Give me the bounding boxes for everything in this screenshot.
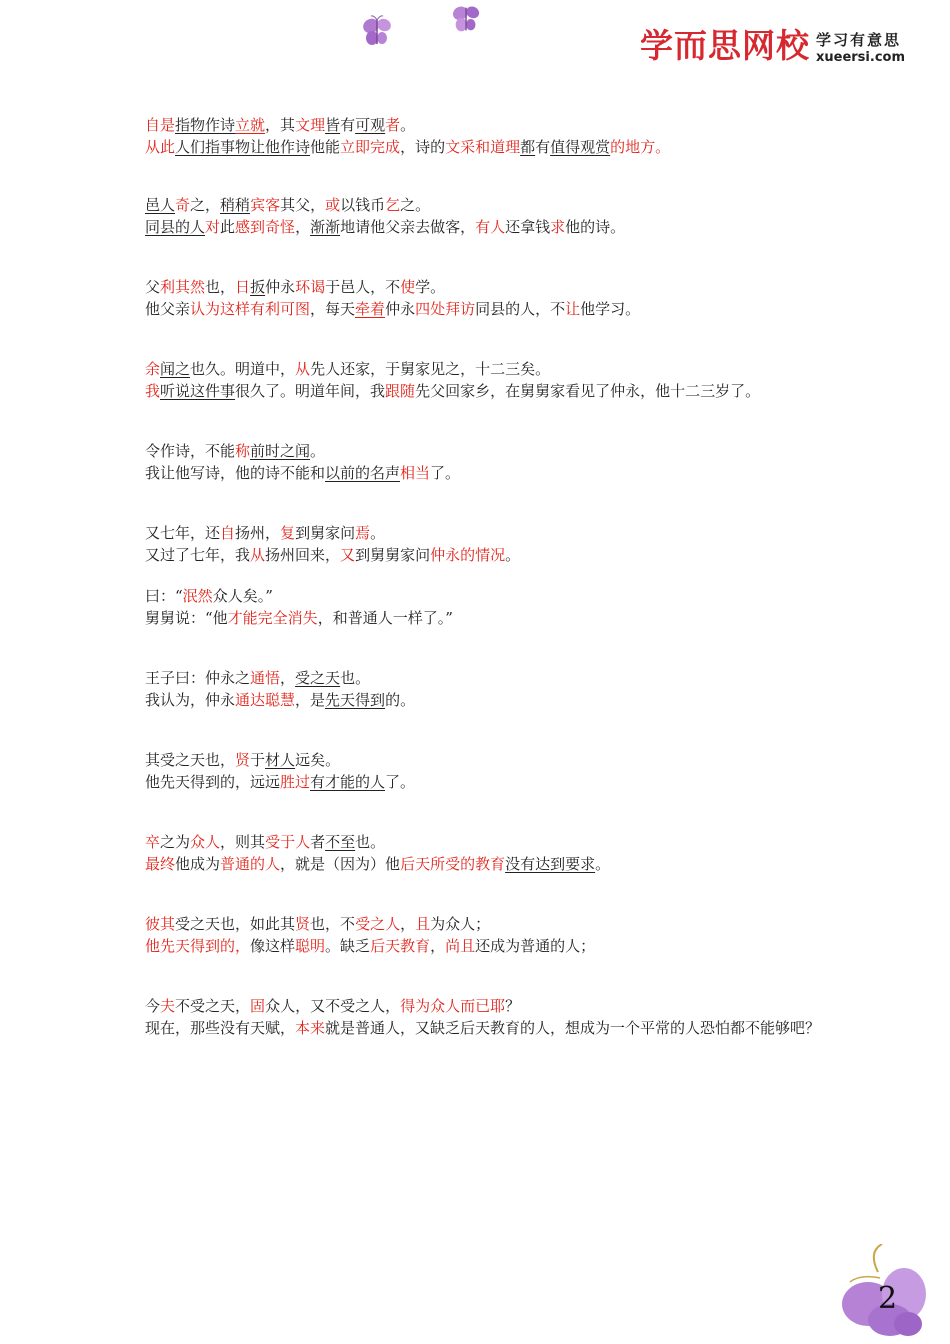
text-segment: 从此 xyxy=(145,138,176,156)
sentence-pair xyxy=(145,667,825,711)
text-segment: 也。 xyxy=(340,669,371,687)
text-segment: 渐渐 xyxy=(310,218,341,236)
text-segment: 曰：“ xyxy=(145,587,183,605)
text-segment: ， xyxy=(295,218,311,236)
original-sentence xyxy=(145,358,825,380)
original-sentence xyxy=(145,667,825,689)
text-segment: 又 xyxy=(340,546,356,564)
text-segment: 者 xyxy=(310,833,326,851)
text-segment: 也， xyxy=(205,278,236,296)
text-segment: 立就 xyxy=(235,116,266,134)
original-sentence xyxy=(145,194,825,216)
original-sentence xyxy=(145,114,825,136)
text-segment: 泯然 xyxy=(182,587,213,605)
text-segment: 也，不 xyxy=(310,915,356,933)
text-segment: 还拿钱 xyxy=(505,218,551,236)
sentence-pair xyxy=(145,913,825,957)
text-segment: 贤 xyxy=(235,751,251,769)
original-sentence xyxy=(145,995,825,1017)
text-segment: ，是 xyxy=(295,691,326,709)
text-segment: 仲永 xyxy=(385,300,416,318)
sentence-pair xyxy=(145,831,825,875)
original-sentence xyxy=(145,831,825,853)
text-segment: 才能完全消失 xyxy=(227,609,318,627)
sentence-pair xyxy=(145,995,825,1039)
text-segment: 听说这件事 xyxy=(160,382,236,400)
text-segment: 于邑人，不 xyxy=(325,278,401,296)
text-segment: 材人 xyxy=(265,751,296,769)
text-segment: 日 xyxy=(235,278,251,296)
text-segment: 父 xyxy=(145,278,161,296)
text-segment: ， xyxy=(430,937,446,955)
text-segment: 同县的人 xyxy=(145,218,206,236)
text-segment: 得为众人而已耶 xyxy=(400,997,506,1015)
text-segment: 就是普通人，又缺乏后天教育的人，想成为一个平常的人恐怕都不能够吧？ xyxy=(325,1019,821,1037)
text-segment: 牵着 xyxy=(355,300,386,318)
text-segment: 四处拜访 xyxy=(415,300,476,318)
text-segment: 前时之闻 xyxy=(250,442,311,460)
text-segment: 他父亲 xyxy=(145,300,191,318)
text-segment: 像这样 xyxy=(250,937,296,955)
text-segment: 之为 xyxy=(160,833,191,851)
text-segment: ， xyxy=(400,915,416,933)
text-segment: 文采和道理 xyxy=(445,138,521,156)
text-segment: 。 xyxy=(400,116,416,134)
text-segment: 自 xyxy=(220,524,236,542)
sentence-pair xyxy=(145,749,825,793)
text-segment: ，诗的 xyxy=(400,138,446,156)
text-segment: 人们指事物让他作诗 xyxy=(175,138,311,156)
text-segment: 又过了七年，我 xyxy=(145,546,251,564)
text-segment: 使 xyxy=(400,278,416,296)
translation-sentence xyxy=(145,462,825,484)
text-segment: 。 xyxy=(370,524,386,542)
text-segment: 此 xyxy=(220,218,236,236)
text-segment: 从 xyxy=(250,546,266,564)
translation-sentence xyxy=(145,544,825,566)
text-segment: 邑人 xyxy=(145,196,176,214)
text-segment: 其父， xyxy=(280,196,326,214)
text-segment: 聪明 xyxy=(295,937,326,955)
text-segment: 地请他父亲去做客， xyxy=(340,218,476,236)
text-segment: 他学习。 xyxy=(580,300,641,318)
text-segment: 他的诗。 xyxy=(565,218,626,236)
text-segment: 很久了。明道年间，我 xyxy=(235,382,386,400)
text-segment: 今 xyxy=(145,997,161,1015)
text-segment: ，和普通人一样了。” xyxy=(317,609,453,627)
logo-text: 学而思网校 xyxy=(640,26,810,65)
text-segment: 了。 xyxy=(430,464,461,482)
text-segment: 。缺乏 xyxy=(325,937,371,955)
text-segment: 的。 xyxy=(385,691,416,709)
text-segment: 让 xyxy=(565,300,581,318)
text-segment: 仲永 xyxy=(265,278,296,296)
page-number: 2 xyxy=(878,1281,898,1316)
original-sentence xyxy=(145,276,825,298)
text-segment: 扳 xyxy=(250,278,266,296)
text-segment: 众人矣。” xyxy=(212,587,273,605)
text-segment: 相当 xyxy=(400,464,431,482)
text-segment: 以钱币 xyxy=(340,196,386,214)
text-segment: 对 xyxy=(205,218,221,236)
text-segment: 或 xyxy=(325,196,341,214)
text-segment: 焉 xyxy=(355,524,371,542)
text-segment: 了。 xyxy=(385,773,416,791)
original-sentence xyxy=(145,749,825,771)
text-segment: 宾客 xyxy=(250,196,281,214)
sentence-pair xyxy=(145,522,825,566)
logo-side xyxy=(816,33,905,68)
translation-sentence xyxy=(145,689,825,711)
sentence-pair xyxy=(145,114,825,158)
text-segment: 环谒 xyxy=(295,278,326,296)
text-segment: 众人 xyxy=(190,833,221,851)
original-sentence xyxy=(145,585,825,607)
text-segment: 最终 xyxy=(145,855,176,873)
text-segment: 于 xyxy=(250,751,266,769)
text-segment: 仲永的情况 xyxy=(430,546,506,564)
text-segment: 有 xyxy=(340,116,356,134)
original-sentence xyxy=(145,440,825,462)
text-segment: ，就是（因为）他 xyxy=(280,855,401,873)
text-segment: 闻之 xyxy=(160,360,191,378)
text-segment: 后天教育 xyxy=(370,937,431,955)
text-segment: 通达聪慧 xyxy=(235,691,296,709)
sentence-pair xyxy=(145,194,825,238)
translation-sentence xyxy=(145,935,825,957)
logo-slogan: 学习有意思 xyxy=(816,31,902,49)
text-segment: 其受之天也， xyxy=(145,751,236,769)
text-segment: 舅舅说：“他 xyxy=(145,609,228,627)
text-segment: 且 xyxy=(415,915,431,933)
text-segment: 令作诗，不能 xyxy=(145,442,236,460)
text-segment: 扬州回来， xyxy=(265,546,341,564)
text-segment: 后天所受的教育 xyxy=(400,855,506,873)
text-segment: 他成为 xyxy=(175,855,221,873)
text-segment: 稍稍 xyxy=(220,196,251,214)
text-segment: 受之天 xyxy=(295,669,341,687)
text-segment: 文理 xyxy=(295,116,326,134)
text-segment: 复 xyxy=(280,524,296,542)
text-segment: 卒 xyxy=(145,833,161,851)
text-segment: 以前的名声 xyxy=(325,464,401,482)
text-segment: 立即完成 xyxy=(340,138,401,156)
text-segment: ，每天 xyxy=(310,300,356,318)
text-segment: 。 xyxy=(505,546,521,564)
text-segment: ？ xyxy=(505,997,521,1015)
text-segment: 我 xyxy=(145,382,161,400)
text-segment: 普通的人 xyxy=(220,855,281,873)
text-segment: 到舅舅家问 xyxy=(355,546,431,564)
text-segment: 之， xyxy=(190,196,221,214)
text-segment: 。 xyxy=(310,442,326,460)
text-segment: 奇 xyxy=(175,196,191,214)
sentence-pair xyxy=(145,440,825,484)
text-segment: 学。 xyxy=(415,278,446,296)
text-segment: 感到奇怪 xyxy=(235,218,296,236)
text-segment: 余 xyxy=(145,360,161,378)
text-segment: 有才能的人 xyxy=(310,773,386,791)
text-segment: 为众人； xyxy=(430,915,491,933)
text-segment: 不受之天， xyxy=(175,997,251,1015)
text-segment: 也。 xyxy=(355,833,386,851)
text-segment: 到舅家问 xyxy=(295,524,356,542)
text-segment: ，其 xyxy=(265,116,296,134)
logo-domain: xueersi.com xyxy=(816,50,906,65)
text-segment: 有 xyxy=(535,138,551,156)
text-segment: 王子曰：仲永之 xyxy=(145,669,251,687)
text-segment: 贤 xyxy=(295,915,311,933)
text-segment: 不至 xyxy=(325,833,356,851)
text-segment: 先天得到 xyxy=(325,691,386,709)
translation-content xyxy=(145,114,825,1039)
text-segment: 乞 xyxy=(385,196,401,214)
text-segment: 都 xyxy=(520,138,536,156)
text-segment: 跟随 xyxy=(385,382,416,400)
translation-sentence xyxy=(145,1017,825,1039)
text-segment: 从 xyxy=(295,360,311,378)
text-segment: 。 xyxy=(595,855,611,873)
text-segment: 指物作诗 xyxy=(175,116,236,134)
text-segment: ，则其 xyxy=(220,833,266,851)
text-segment: 又七年，还 xyxy=(145,524,221,542)
translation-sentence xyxy=(145,771,825,793)
text-segment: 的地方。 xyxy=(610,138,671,156)
text-segment: 同县的人，不 xyxy=(475,300,566,318)
original-sentence xyxy=(145,913,825,935)
text-segment: 他先天得到的，远远 xyxy=(145,773,281,791)
text-segment: 尚且 xyxy=(445,937,476,955)
text-segment: 扬州， xyxy=(235,524,281,542)
text-segment: 远矣。 xyxy=(295,751,341,769)
text-segment: 固 xyxy=(250,997,266,1015)
translation-sentence xyxy=(145,853,825,875)
translation-sentence xyxy=(145,136,825,158)
text-segment: 我认为，仲永 xyxy=(145,691,236,709)
sentence-pair xyxy=(145,585,825,629)
text-segment: 他先天得到的， xyxy=(145,937,251,955)
text-segment: 称 xyxy=(235,442,251,460)
sentence-pair xyxy=(145,276,825,320)
text-segment: 还成为普通的人； xyxy=(475,937,596,955)
original-sentence xyxy=(145,522,825,544)
text-segment: 胜过 xyxy=(280,773,311,791)
sentence-pair xyxy=(145,358,825,402)
text-segment: 我让他写诗，他的诗不能和 xyxy=(145,464,326,482)
text-segment: 之。 xyxy=(400,196,431,214)
butterfly-icon xyxy=(360,14,396,54)
text-segment: 皆 xyxy=(325,116,341,134)
text-segment: 众人，又不受之人， xyxy=(265,997,401,1015)
text-segment: 现在，那些没有天赋， xyxy=(145,1019,296,1037)
text-segment: 有人 xyxy=(475,218,506,236)
text-segment: 利其然 xyxy=(160,278,206,296)
text-segment: 认为这样有利可图 xyxy=(190,300,311,318)
translation-sentence xyxy=(145,380,825,402)
text-segment: 先人还家，于舅家见之，十二三矣。 xyxy=(310,360,551,378)
brand-logo xyxy=(640,20,905,68)
text-segment: 先父回家乡，在舅舅家看见了仲永，他十二三岁了。 xyxy=(415,382,761,400)
text-segment: 受于人 xyxy=(265,833,311,851)
text-segment: 也久。明道中， xyxy=(190,360,296,378)
text-segment: 彼其 xyxy=(145,915,176,933)
text-segment: 值得观赏 xyxy=(550,138,611,156)
butterfly-icon xyxy=(450,2,484,40)
text-segment: 通悟 xyxy=(250,669,281,687)
text-segment: 可观 xyxy=(355,116,386,134)
text-segment: 没有达到要求 xyxy=(505,855,596,873)
text-segment: ， xyxy=(280,669,296,687)
text-segment: 自是 xyxy=(145,116,176,134)
text-segment: 受之天也，如此其 xyxy=(175,915,296,933)
text-segment: 求 xyxy=(550,218,566,236)
text-segment: 夫 xyxy=(160,997,176,1015)
text-segment: 受之人 xyxy=(355,915,401,933)
translation-sentence xyxy=(145,216,825,238)
translation-sentence xyxy=(145,607,825,629)
translation-sentence xyxy=(145,298,825,320)
text-segment: 本来 xyxy=(295,1019,326,1037)
text-segment: 者 xyxy=(385,116,401,134)
text-segment: 他能 xyxy=(310,138,341,156)
